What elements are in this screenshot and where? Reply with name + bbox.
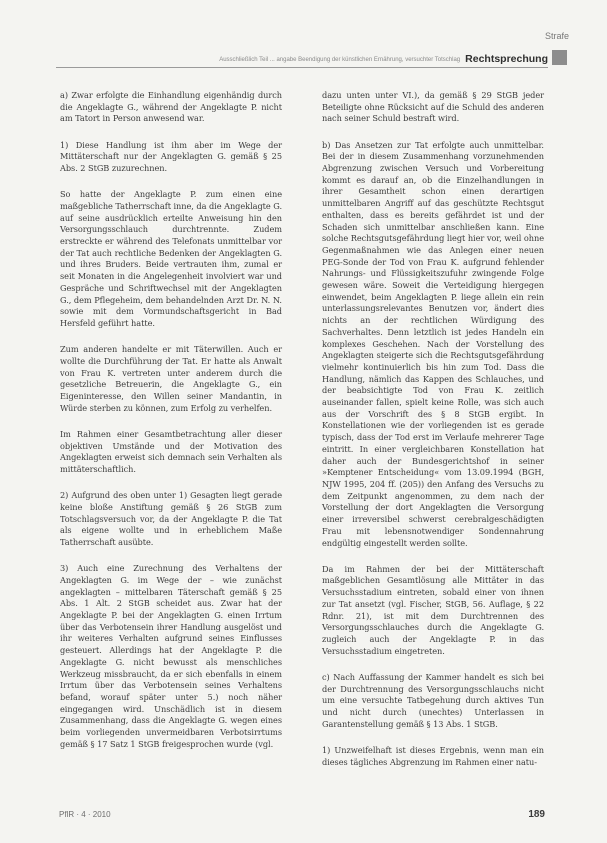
left-column <box>60 90 282 765</box>
paragraph: So hatte der Angeklagte P. zum einen eine maßgebliche Tatherrschaft inne, da die Angeklagte G. auf seine ausdrücklich erteilte Anweisung hin den Versorgungsschlauch durchtrennte. Zudem erstreckte er während des Telefonats unmittelbar vor der Tat auch rechtliche Bedenken der Angeklagten G. und ihres Bruders. Beide vertrauten ihm, zumal er seit Monaten in die Angelegenheit involviert war und Gespräche und Schriftwechsel mit der Angeklagten G., dem Pflegeheim, dem behandelnden Arzt Dr. N. N. sowie mit dem Vormundschaftsgericht in Bad Hersfeld geführt hatte. <box>60 189 283 328</box>
footer-journal: PflR · 4 · 2010 <box>59 810 111 819</box>
section-tab-marker <box>552 50 567 65</box>
paragraph: dazu unten unter VI.), da gemäß § 29 StGB jeder Beteiligte ohne Rücksicht auf die Schuld des anderen nach seiner Schuld bestraft wird. <box>322 90 544 124</box>
paragraph: 2) Aufgrund des oben unter 1) Gesagten liegt gerade keine bloße Anstiftung gemäß § 26 StGB zum Totschlagsversuch vor, da der Angeklagte P. die Tat als eigene wollte und in erheblichem Maße Tatherrschaft ausübte. <box>60 490 282 547</box>
paragraph: 3) Auch eine Zurechnung des Verhaltens der Angeklagten G. im Wege der – wie zunächst angeklagten – mittelbaren Täterschaft gemäß § 25 Abs. 1 Alt. 2 StGB scheidet aus. Zwar hat der Angeklagte P. bei der Angeklagten G. einen Irrtum über das Verbotensein ihrer Handlung ausgelöst und ihr weiteres Verhalten aufgrund seines Einflusses gesteuert. Allerdings hat der Angeklagte P. die Angeklagte G. nicht bewusst als menschliches Werkzeug missbraucht, da er sich ebenfalls in einem Irrtum über das Verbotensein seines Verhaltens befand, worauf später unter 5.) noch näher eingegangen wird. Unschädlich ist in diesem Zusammenhang, dass die Angeklagte G. wegen eines beim vorliegenden unvermeidbaren Verbotsirrtums gemäß § 17 Satz 1 StGB freigesprochen wurde (vgl. <box>60 563 282 749</box>
running-title: Rechtsprechung <box>465 53 548 65</box>
paragraph: Da im Rahmen der bei der Mittäterschaft maßgeblichen Gesamtlösung alle Mittäter in das Versuchsstadium eintreten, sobald einer von ihnen zur Tat ansetzt (vgl. Fischer, StGB, 56. Auflage, § 22 Rdnr. 21), ist mit dem Durchtrennen des Versorgungsschlauches durch die Angeklagte G. zugleich auch der Angeklagte P. in das Versuchsstadium eingetreten. <box>322 563 544 656</box>
paragraph: Zum anderen handelte er mit Täterwillen. Auch er wollte die Durchführung der Tat. Er hatte als Anwalt von Frau K. vertreten unter anderem durch die gesetzliche Betreuerin, die Angeklagte G., ein Eigeninteresse, den Willen seiner Mandantin, in Würde sterben zu können, zum Erfolg zu verhelfen. <box>60 344 282 413</box>
footer-page-number: 189 <box>528 809 545 820</box>
paragraph: c) Nach Auffassung der Kammer handelt es sich bei der Durchtrennung des Versorgungsschlauchs nicht um eine versuchte Tatbegehung durch aktives Tun und nicht durch (unechtes) Unterlassen in Garantenstellung gemäß § 13 Abs. 1 StGB. <box>322 671 544 729</box>
right-column <box>322 90 544 783</box>
section-tag: Strafe <box>544 31 569 41</box>
running-header <box>56 48 548 68</box>
paragraph: 1) Unzweifelhaft ist dieses Ergebnis, wenn man ein dieses tägliches Abgrenzung im Rahmen einer natu- <box>322 744 544 767</box>
paragraph: b) Das Ansetzen zur Tat erfolgte auch unmittelbar. Bei der in diesem Zusammenhang vorzunehmenden Abgrenzung zwischen Versuch und Vorbereitung kommt es darauf an, ob die Einzelhandlungen in ihrer Gesamtheit schon einen derartigen unmittelbaren Angriff auf das geschützte Rechtsgut enthalten, dass es bereits gefährdet ist und der Schaden sich unmittelbar anschließen kann. Eine solche Rechtsgutsgefährdung liegt hier vor, weil ohne Gegenmaßnahmen wie das Anlegen einer neuen PEG-Sonde der Tod von Frau K. aufgrund fehlender Nahrungs- und Flüssigkeitszufuhr zwingende Folge gewesen wäre. Soweit die Verteidigung hiergegen einwendet, beim Angeklagten P. liege allein ein rein unterlassungsrelevantes Benutzen vor, ändert dies nichts an der rechtlichen Würdigung des Sachverhaltes. Denn letztlich ist jedes Handeln ein komplexes Geschehen. Nach der Vorstellung des Angeklagten steigerte sich die Rechtsgutsgefährdung vielmehr kontinuierlich bis hin zum Tod. Dass die Handlung, nämlich das Kappen des Schlauches, und der beabsichtigte Tod von Frau K. zeitlich auseinander fallen, spielt keine Rolle, was sich auch aus der Vorschrift des § 8 StGB ergibt. In Konstellationen wie der vorliegenden ist es gerade typisch, dass der Tod erst im Verlaufe mehrerer Tage eintritt. In einer vergleichbaren Konstellation hat daher auch der Bundesgerichtshof in seiner »Kemptener Entscheidung« vom 13.09.1994 (BGH, NJW 1995, 204 ff. (205)) den Anfang des Versuchs zu dem Zeitpunkt angenommen, zu dem nach der Vorstellung der dort Angeklagten die Versorgung einer irreversibel schwerst cerebralgeschädigten Frau mit lebensnotwendiger Sondennahrung endgültig eingestellt werden sollte. <box>322 139 544 548</box>
paragraph: Im Rahmen einer Gesamtbetrachtung aller dieser objektiven Umstände und der Motivation des Angeklagten erweist sich demnach sein Verhalten als mittäterschaftlich. <box>60 428 282 474</box>
paragraph: 1) Diese Handlung ist ihm aber im Wege der Mittäterschaft nur der Angeklagten G. gemäß § 25 Abs. 2 StGB zuzurechnen. <box>60 139 282 174</box>
running-subtitle: Ausschließlich Teil ... angabe Beendigung der künstlichen Ernährung, versuchter Totschlag <box>219 57 461 63</box>
paragraph: a) Zwar erfolgte die Einhandlung eigenhändig durch die Angeklagte G., während der Angeklagte P. nicht am Tatort in Person anwesend war. <box>60 90 282 124</box>
